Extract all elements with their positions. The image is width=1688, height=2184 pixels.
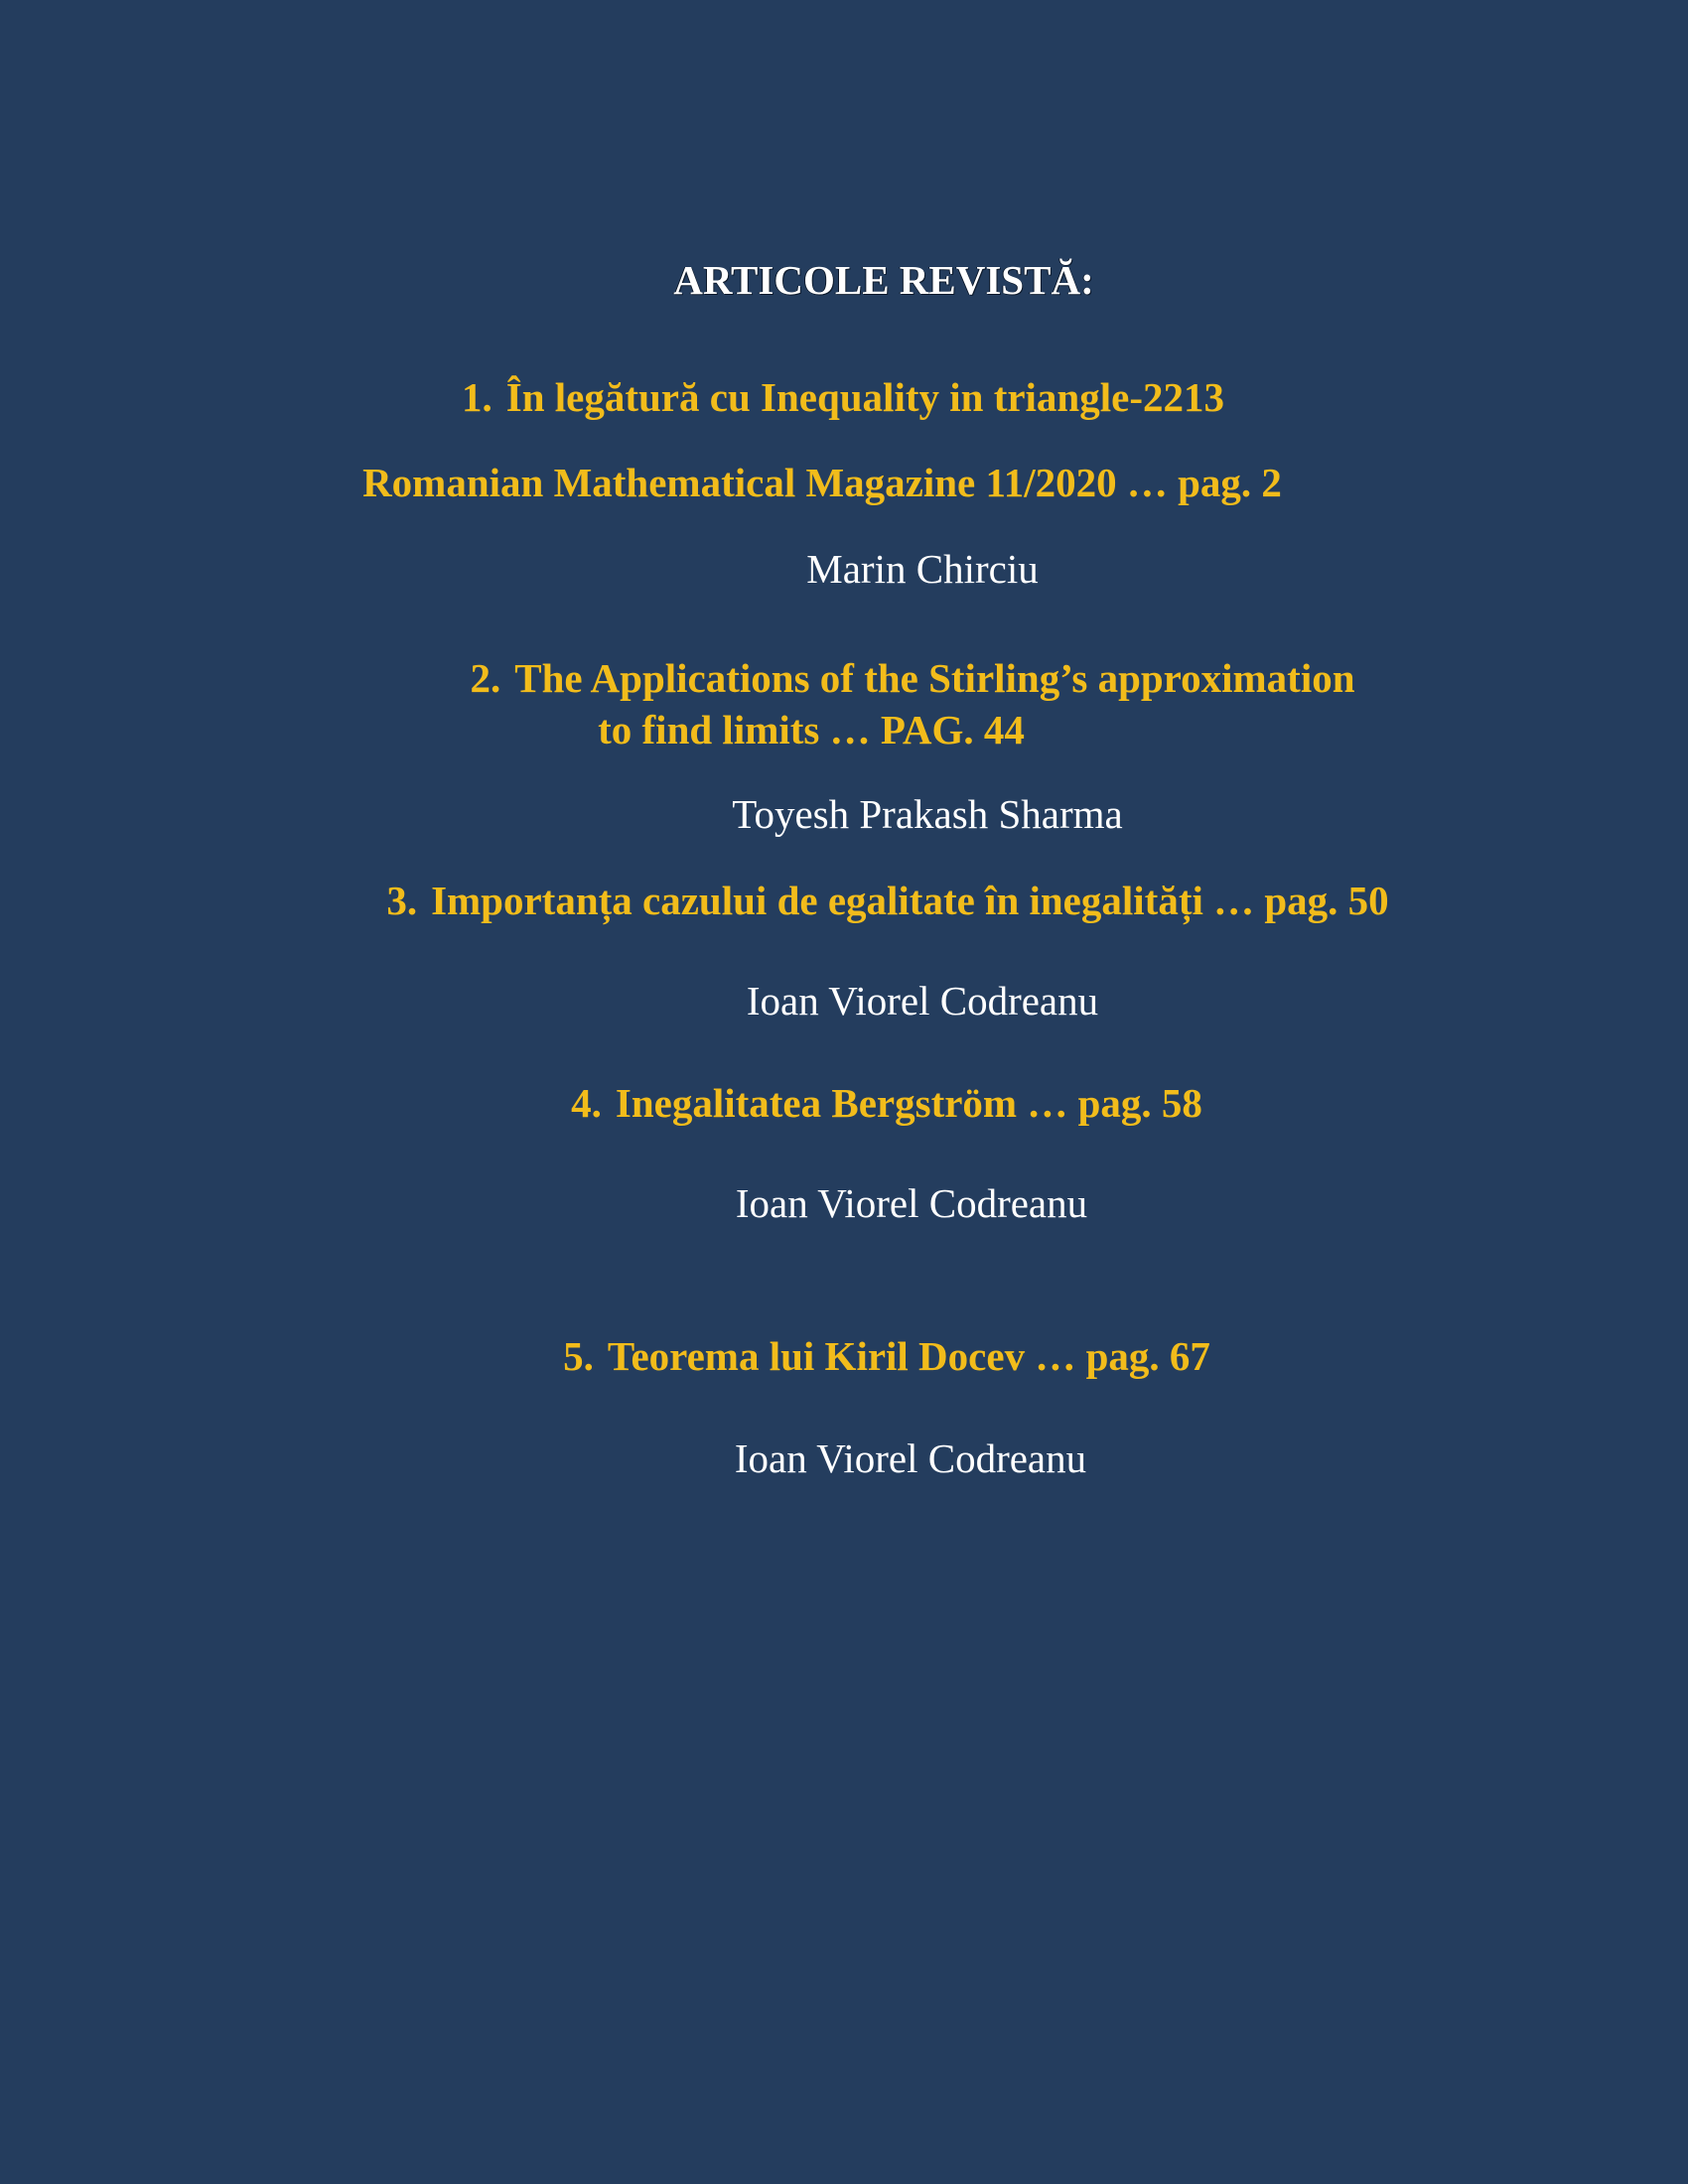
article-2-title-line1 xyxy=(69,655,1688,701)
article-2-title: The Applications of the Stirling’s approximation xyxy=(514,655,1355,701)
article-2-title-line2: to find limits … PAG. 44 xyxy=(598,707,1025,752)
article-5-title: Teorema lui Kiril Docev … pag. 67 xyxy=(607,1333,1210,1379)
article-1-title: În legătură cu Inequality in triangle-2213 xyxy=(505,374,1224,420)
article-5-title-line1 xyxy=(43,1333,1688,1379)
article-1-number: 1. xyxy=(462,374,492,420)
article-1-author: Marin Chirciu xyxy=(806,546,1039,592)
article-3-number: 3. xyxy=(386,878,418,923)
article-1-title-line2: Romanian Mathematical Magazine 11/2020 … pag. 2 xyxy=(362,460,1282,505)
article-1-title-line1 xyxy=(0,374,1687,420)
article-2-number: 2. xyxy=(470,655,501,701)
article-4-author: Ioan Viorel Codreanu xyxy=(735,1180,1088,1226)
article-4-title: Inegalitatea Bergström … pag. 58 xyxy=(615,1080,1202,1126)
page-heading: ARTICOLE REVISTĂ: xyxy=(673,257,1094,303)
article-4-title-line1 xyxy=(43,1080,1688,1126)
article-2-author: Toyesh Prakash Sharma xyxy=(732,791,1123,837)
article-5-number: 5. xyxy=(563,1333,594,1379)
article-3-title: Importanța cazului de egalitate în inegalități … pag. 50 xyxy=(431,878,1389,923)
article-3-title-line1 xyxy=(44,878,1688,923)
article-3-author: Ioan Viorel Codreanu xyxy=(746,978,1099,1024)
article-5-author: Ioan Viorel Codreanu xyxy=(734,1435,1087,1481)
article-4-number: 4. xyxy=(571,1080,602,1126)
